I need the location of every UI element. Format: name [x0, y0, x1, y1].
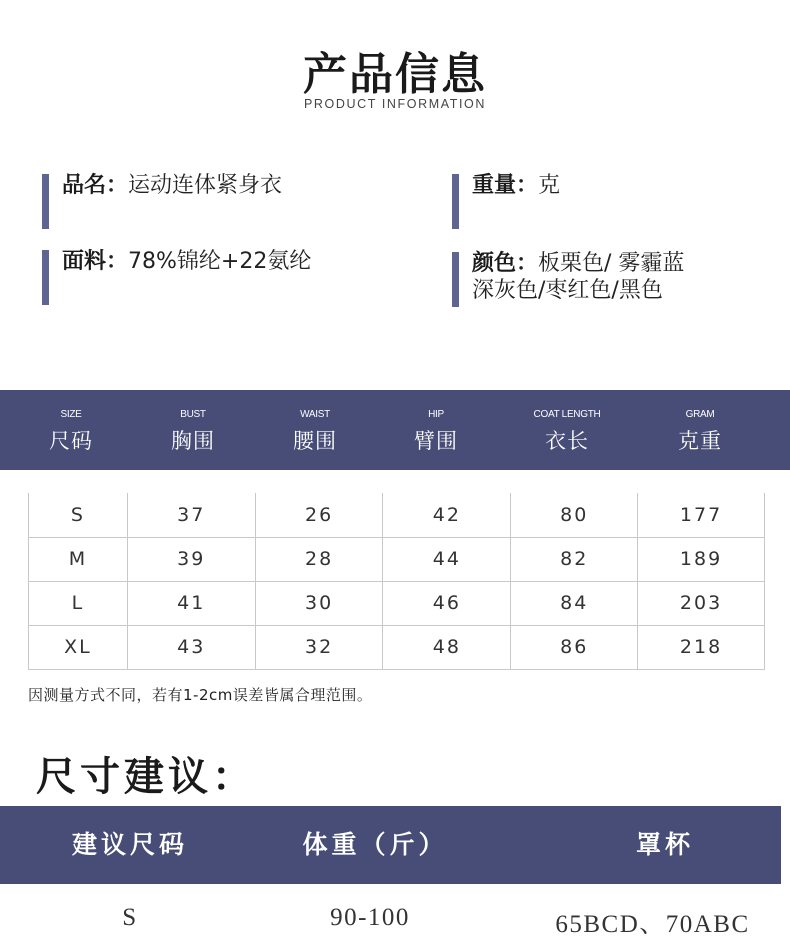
table-cell: 41 — [127, 581, 255, 625]
table-cell: 203 — [638, 581, 765, 625]
info-fabric-value: 78%锦纶+22氨纶 — [128, 249, 312, 274]
header-hip-en: HIP — [428, 409, 444, 420]
advice-header-cup: 罩杯 — [635, 830, 694, 859]
size-table — [28, 493, 765, 670]
table-cell: 84 — [511, 581, 638, 625]
info-weight-label: 重量 — [472, 173, 517, 198]
table-row — [29, 581, 765, 625]
header-hip-zh: 臂围 — [414, 429, 458, 453]
table-cell: 42 — [383, 493, 511, 537]
advice-header — [0, 806, 781, 884]
info-weight — [452, 172, 560, 199]
info-weight-colon: ： — [516, 173, 539, 198]
info-color — [452, 250, 684, 304]
measurement-note: 因测量方式不同，若有1-2cm误差皆属合理范围。 — [28, 686, 373, 704]
table-cell: 30 — [255, 581, 383, 625]
info-color-value-line2: 深灰色/枣红色/黑色 — [472, 278, 663, 303]
table-cell: 82 — [511, 537, 638, 581]
header-size-zh: 尺码 — [49, 429, 93, 453]
advice-header-size: 建议尺码 — [71, 830, 188, 859]
table-cell: L — [29, 581, 128, 625]
info-name-colon: ： — [106, 173, 129, 198]
table-cell: 86 — [511, 625, 638, 669]
info-color-value-line1: 板栗色/ 雾霾蓝 — [538, 251, 685, 276]
table-cell: 218 — [638, 625, 765, 669]
table-row — [29, 493, 765, 537]
table-cell: 44 — [383, 537, 511, 581]
advice-header-weight: 体重（斤） — [302, 830, 448, 859]
header-bust-en: BUST — [180, 409, 206, 420]
table-cell: 177 — [638, 493, 765, 537]
info-fabric-label: 面料 — [62, 249, 107, 274]
table-cell: 48 — [383, 625, 511, 669]
header-bust-zh: 胸围 — [171, 429, 215, 453]
accent-bar — [42, 174, 49, 229]
info-color-colon: ： — [516, 251, 539, 276]
table-row — [29, 537, 765, 581]
header-waist — [250, 390, 380, 470]
advice-cell-size: S — [122, 904, 138, 931]
advice-title: 尺寸建议： — [36, 754, 256, 800]
info-weight-value: 克 — [538, 173, 561, 198]
header-hip — [371, 390, 501, 470]
table-row — [29, 625, 765, 669]
table-cell: XL — [29, 625, 128, 669]
table-cell: 46 — [383, 581, 511, 625]
header-gram-zh: 克重 — [678, 429, 722, 453]
table-cell: 80 — [511, 493, 638, 537]
accent-bar — [452, 252, 459, 307]
header-gram — [635, 390, 765, 470]
accent-bar — [452, 174, 459, 229]
header-coat-length-zh: 衣长 — [545, 429, 589, 453]
header-coat-length — [502, 390, 632, 470]
table-cell: 189 — [638, 537, 765, 581]
table-cell: M — [29, 537, 128, 581]
header-size — [6, 390, 136, 470]
info-color-label: 颜色 — [472, 251, 517, 276]
table-cell: 39 — [127, 537, 255, 581]
table-cell: 37 — [127, 493, 255, 537]
info-fabric-colon: ： — [106, 249, 129, 274]
info-name — [42, 172, 282, 199]
table-cell: 32 — [255, 625, 383, 669]
page-title: 产品信息 — [303, 49, 487, 100]
header-waist-zh: 腰围 — [293, 429, 337, 453]
table-cell: 43 — [127, 625, 255, 669]
size-chart-header — [0, 390, 790, 470]
header-size-en: SIZE — [60, 409, 82, 420]
header-coat-length-en: COAT LENGTH — [533, 409, 601, 420]
advice-cell-cup: 65BCD、70ABC — [555, 911, 750, 938]
table-cell: 28 — [255, 537, 383, 581]
info-name-value: 运动连体紧身衣 — [128, 173, 283, 198]
advice-cell-weight: 90-100 — [330, 904, 410, 931]
accent-bar — [42, 250, 49, 305]
page-subtitle: PRODUCT INFORMATION — [303, 97, 487, 111]
header-bust — [128, 390, 258, 470]
info-fabric — [42, 248, 311, 275]
table-cell: S — [29, 493, 128, 537]
header-waist-en: WAIST — [300, 409, 330, 420]
info-name-label: 品名 — [62, 173, 107, 198]
table-cell: 26 — [255, 493, 383, 537]
advice-row — [0, 904, 790, 938]
header-gram-en: GRAM — [685, 409, 715, 420]
